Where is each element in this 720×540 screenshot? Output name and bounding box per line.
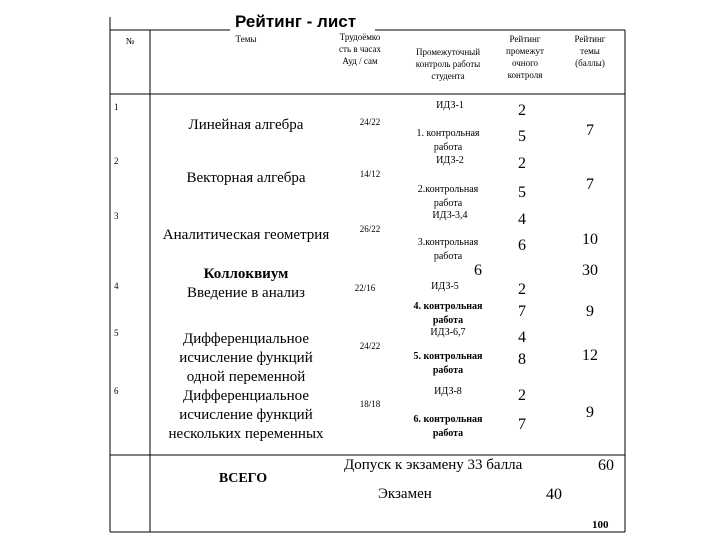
row-total: 7 (586, 176, 594, 193)
header-rating-theme-3: (баллы) (575, 58, 605, 68)
row-control: 5. контрольная (413, 351, 483, 362)
row-score: 2 (518, 281, 526, 298)
row-control: работа (432, 315, 464, 326)
row-hours: 26/22 (359, 224, 381, 234)
header-control-1: Промежуточный (415, 47, 481, 57)
row-theme: исчисление функций (179, 407, 313, 423)
row-theme: одной переменной (186, 369, 306, 385)
total-label: ВСЕГО (218, 471, 268, 486)
header-themes: Темы (235, 34, 257, 44)
row-total: 7 (586, 122, 594, 139)
admission-points: 60 (598, 457, 614, 474)
row-score: 2 (518, 102, 526, 119)
row-hours: 22/16 (354, 283, 376, 293)
row-control: ИДЗ-2 (436, 155, 464, 166)
exam-points: 40 (546, 486, 562, 503)
row-theme: Введение в анализ (187, 285, 305, 301)
row-num: 1 (114, 102, 119, 112)
grand-total: 100 (592, 519, 609, 531)
row-theme: Векторная алгебра (186, 170, 306, 186)
row-score: 5 (518, 184, 526, 201)
row-hours: 18/18 (359, 399, 381, 409)
row-total: 12 (582, 347, 598, 364)
row-control: ИДЗ-6,7 (430, 327, 466, 338)
row-num: 2 (114, 156, 119, 166)
admission-label: Допуск к экзамену 33 балла (344, 457, 523, 473)
row-control: работа (432, 428, 464, 439)
row-num: 5 (114, 328, 119, 338)
row-control: 1. контрольная (416, 128, 480, 139)
row-score: 2 (518, 387, 526, 404)
row-theme-colloquium: Коллоквиум (203, 266, 289, 282)
row-theme: Дифференциальное (183, 388, 309, 404)
header-rating-current-2: промежут (506, 46, 544, 56)
row-control: 3.контрольная (417, 237, 479, 248)
row-control: работа (433, 251, 463, 262)
row-score: 5 (518, 128, 526, 145)
row-theme: Линейная алгебра (188, 117, 304, 133)
header-rating-current-3: очного (511, 58, 539, 68)
row-theme: исчисление функций (179, 350, 313, 366)
header-rating-current-4: контроля (507, 70, 543, 80)
header-rating-theme-1: Рейтинг (574, 34, 606, 44)
header-labor-2: сть в часах (339, 44, 381, 54)
row-num: 6 (114, 386, 119, 396)
row-total: 9 (586, 404, 594, 421)
row-num: 4 (114, 281, 119, 291)
row-control: ИДЗ-5 (431, 281, 459, 292)
row-control: 2.контрольная (417, 184, 479, 195)
row-score: 2 (518, 155, 526, 172)
row-score: 6 (518, 237, 526, 254)
row-score-colloquium: 6 (474, 262, 482, 279)
row-control: ИДЗ-1 (436, 100, 464, 111)
header-control-3: студента (431, 71, 465, 81)
row-total: 9 (586, 303, 594, 320)
page-title: Рейтинг - лист (235, 12, 357, 31)
row-theme: Дифференциальное (183, 331, 309, 347)
row-theme: Аналитическая геометрия (162, 227, 330, 243)
row-theme: нескольких переменных (168, 426, 324, 442)
header-labor-1: Трудоёмко (339, 32, 381, 42)
row-control: работа (433, 142, 463, 153)
header-control-2: контроль работы (415, 59, 481, 69)
row-num: 3 (114, 211, 119, 221)
row-score: 8 (518, 351, 526, 368)
row-control: ИДЗ-8 (434, 386, 462, 397)
row-score: 4 (518, 329, 526, 346)
row-control: 4. контрольная (413, 301, 483, 312)
header-num: № (125, 36, 135, 46)
row-total-colloquium: 30 (582, 262, 598, 279)
row-score: 7 (518, 303, 526, 320)
header-rating-current-1: Рейтинг (509, 34, 541, 44)
row-hours: 14/12 (359, 169, 381, 179)
row-score: 4 (518, 211, 526, 228)
exam-label: Экзамен (378, 486, 432, 502)
row-score: 7 (518, 416, 526, 433)
header-rating-theme-2: темы (580, 46, 600, 56)
row-hours: 24/22 (359, 341, 381, 351)
row-control: работа (432, 365, 464, 376)
row-control: 6. контрольная (413, 414, 483, 425)
row-control: ИДЗ-3,4 (432, 210, 468, 221)
row-control: работа (433, 198, 463, 209)
header-labor-3: Ауд / сам (342, 56, 378, 66)
row-total: 10 (582, 231, 598, 248)
row-hours: 24/22 (359, 117, 381, 127)
